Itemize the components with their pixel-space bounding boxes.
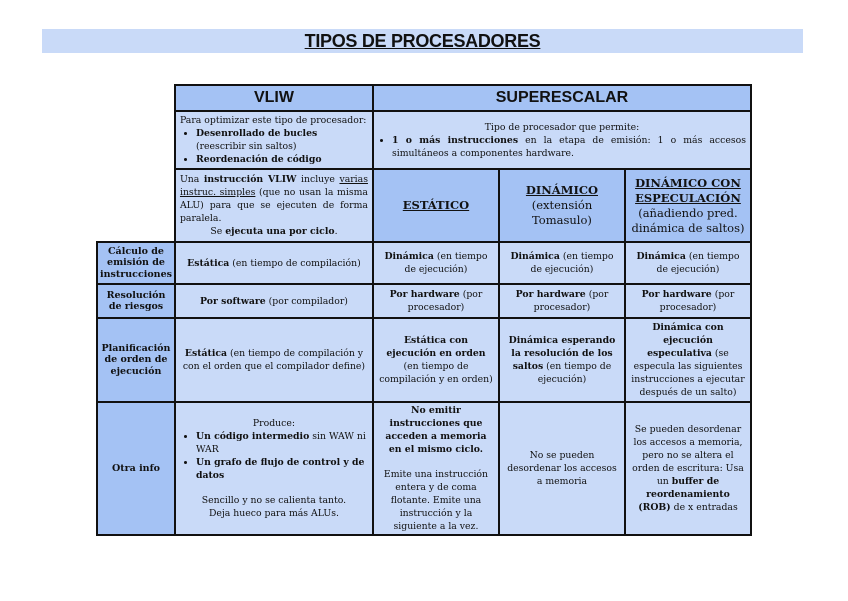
table-cell: No se pueden desordenar los accesos a memoria	[499, 402, 625, 535]
table-cell: Se pueden desordenar los accesos a memoria, pero no se altera el orden de escritura: Usa un buffer de reordenamiento (ROB) de x entradas	[625, 402, 751, 535]
row-header: Cálculo de emisión de instrucciones	[97, 242, 175, 284]
empty-corner	[97, 85, 175, 242]
list-item: • 1 o más instrucciones en la etapa de emisión: 1 o más accesos simultáneos a componentes hardware.	[392, 134, 746, 160]
table-cell: Por hardware (por procesador)	[373, 284, 499, 318]
header-superescalar	[373, 85, 751, 111]
cell-note: Deja hueco para más ALUs.	[208, 508, 339, 519]
subheader-estatico: ESTÁTICO	[373, 169, 499, 242]
row-header: Otra info	[97, 402, 175, 535]
table-row	[97, 318, 751, 402]
list-item: • Desenrollado de bucles (reescribir sin saltos)	[196, 127, 368, 153]
header-label: VLIW	[253, 88, 294, 106]
table-cell: Por hardware (por procesador)	[625, 284, 751, 318]
list-item: • Reordenación de código	[196, 153, 368, 166]
table-cell: Dinámica (en tiempo de ejecución)	[373, 242, 499, 284]
table-row	[97, 111, 751, 169]
vliw-intro	[175, 111, 373, 169]
table-cell: Dinámica (en tiempo de ejecución)	[499, 242, 625, 284]
list-item: • Un grafo de flujo de control y de datos	[196, 456, 368, 482]
processor-comparison-table	[96, 84, 752, 536]
vliw-description: Una instrucción VLIW incluye varias instruc. simples (que no usan la misma ALU) para que se ejecuten de forma paralela. Se ejecuta una por ciclo.	[175, 169, 373, 242]
table-row	[97, 402, 751, 535]
table-cell: Dinámica esperando la resolución de los saltos (en tiempo de ejecución)	[499, 318, 625, 402]
header-vliw	[175, 85, 373, 111]
table-cell: Estática con ejecución en orden (en tiempo de compilación y en orden)	[373, 318, 499, 402]
intro-lead: Tipo de procesador que permite:	[484, 121, 640, 133]
cell-note: Emite una instrucción entera y de coma flotante. Emite una instrucción y la siguiente a la vez.	[383, 469, 489, 532]
cell-note: Sencillo y no se calienta tanto.	[201, 495, 347, 506]
row-header: Planificación de orden de ejecución	[97, 318, 175, 402]
table-row	[97, 284, 751, 318]
table-cell: Estática (en tiempo de compilación y con el orden que el compilador define)	[175, 318, 373, 402]
intro-lead: Para optimizar este tipo de procesador:	[179, 115, 367, 126]
table-cell	[175, 402, 373, 535]
table-cell: Estática (en tiempo de compilación)	[175, 242, 373, 284]
subheader-dinamico: DINÁMICO (extensión Tomasulo)	[499, 169, 625, 242]
header-label: SUPERESCALAR	[495, 88, 629, 106]
table-row	[97, 169, 751, 242]
table-cell: Por software (por compilador)	[175, 284, 373, 318]
table-cell: Dinámica (en tiempo de ejecución)	[625, 242, 751, 284]
table-cell: Dinámica con ejecución especulativa (se especula las siguientes instrucciones a ejecutar después de un salto)	[625, 318, 751, 402]
row-header: Resolución de riesgos	[97, 284, 175, 318]
title-bar	[42, 29, 803, 53]
list-item: • Un código intermedio sin WAW ni WAR	[196, 430, 368, 456]
page-title: TIPOS DE PROCESADORES	[304, 31, 541, 51]
table-cell: No emitir instrucciones que acceden a memoria en el mismo ciclo. Emite una instrucción entera y de coma flotante. Emite una instrucción y la siguiente a la vez.	[373, 402, 499, 535]
superescalar-intro	[373, 111, 751, 169]
table-row	[97, 85, 751, 111]
table-row	[97, 242, 751, 284]
subheader-dinamico-especulacion: DINÁMICO CON ESPECULACIÓN (añadiendo pred. dinámica de saltos)	[625, 169, 751, 242]
cell-lead: Produce:	[252, 418, 295, 429]
table-cell: Por hardware (por procesador)	[499, 284, 625, 318]
